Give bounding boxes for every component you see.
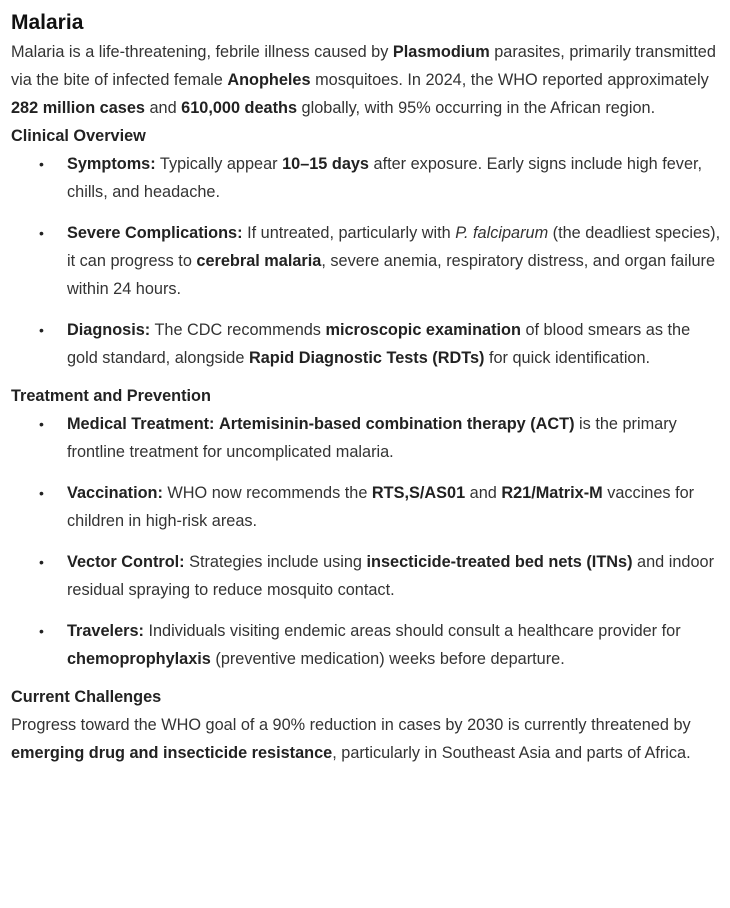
list-item-vaccination xyxy=(11,479,723,535)
item-label: Diagnosis: xyxy=(67,321,151,339)
text: mosquitoes. In 2024, the WHO reported approximately xyxy=(310,71,709,89)
item-label: Vector Control: xyxy=(67,553,185,571)
list-item-diagnosis xyxy=(11,316,723,372)
text: Progress toward the WHO goal of a 90% reduction in cases by 2030 is currently threatened by xyxy=(11,716,691,734)
text: Strategies include using xyxy=(184,553,367,571)
text: and xyxy=(144,99,182,117)
text: after exposure. Early signs include high fever, chills, and headache. xyxy=(67,155,703,201)
text: globally, with 95% occurring in the African region. xyxy=(297,99,656,117)
item-label: Vaccination: xyxy=(67,484,163,502)
text: Individuals visiting endemic areas should consult a healthcare provider for xyxy=(143,622,681,640)
bold-text: insecticide-treated bed nets (ITNs) xyxy=(366,553,633,571)
text: of blood smears as the gold standard, alongside xyxy=(67,321,691,367)
bold-text: 10–15 days xyxy=(282,155,369,173)
bold-text: Artemisinin-based combination therapy (ACT) xyxy=(219,415,575,433)
section-heading-current-challenges: Current Challenges xyxy=(11,688,162,706)
text: vaccines for children in high-risk areas. xyxy=(67,484,695,530)
bold-text: emerging drug and insecticide resistance xyxy=(11,744,333,762)
text: , particularly in Southeast Asia and parts of Africa. xyxy=(332,744,691,762)
treatment-prevention-list xyxy=(11,410,723,673)
bullet-icon: • xyxy=(39,554,44,570)
section-heading-clinical-overview: Clinical Overview xyxy=(11,127,146,145)
bold-text: 610,000 deaths xyxy=(181,99,298,117)
document xyxy=(11,8,723,767)
bullet-icon: • xyxy=(39,225,44,241)
bullet-icon: • xyxy=(39,416,44,432)
clinical-overview-list xyxy=(11,150,723,372)
list-item-travelers xyxy=(11,617,723,673)
text: The CDC recommends xyxy=(150,321,326,339)
text: (the deadliest species), it can progress to xyxy=(67,224,721,270)
list-item-symptoms xyxy=(11,150,723,206)
list-item-medical-treatment xyxy=(11,410,723,466)
bold-text: microscopic examination xyxy=(325,321,521,339)
text: and indoor residual spraying to reduce mosquito contact. xyxy=(67,553,714,599)
text: (preventive medication) weeks before departure. xyxy=(210,650,565,668)
bold-text: R21/Matrix-M xyxy=(501,484,603,502)
intro-paragraph xyxy=(11,38,723,122)
bullet-icon: • xyxy=(39,322,44,338)
item-label: Symptoms: xyxy=(67,155,156,173)
item-label: Severe Complications: xyxy=(67,224,243,242)
text: is the primary frontline treatment for uncomplicated malaria. xyxy=(67,415,677,461)
text: Malaria is a life-threatening, febrile illness caused by xyxy=(11,43,393,61)
item-label: Travelers: xyxy=(67,622,144,640)
bold-text: chemoprophylaxis xyxy=(67,650,211,668)
bullet-icon: • xyxy=(39,485,44,501)
page-title: Malaria xyxy=(11,11,84,34)
text: Typically appear xyxy=(155,155,283,173)
item-label: Medical Treatment: xyxy=(67,415,215,433)
text: for quick identification. xyxy=(484,349,651,367)
bullet-icon: • xyxy=(39,623,44,639)
text: WHO now recommends the xyxy=(162,484,372,502)
bold-text: Plasmodium xyxy=(392,43,490,61)
text: , severe anemia, respiratory distress, and organ failure within 24 hours. xyxy=(67,252,715,298)
bold-text: RTS,S/AS01 xyxy=(371,484,466,502)
italic-text: P. falciparum xyxy=(455,224,549,242)
bold-text: 282 million cases xyxy=(11,99,145,117)
text: If untreated, particularly with xyxy=(242,224,456,242)
bold-text: Anopheles xyxy=(227,71,311,89)
list-item-severe-complications xyxy=(11,219,723,303)
challenges-paragraph xyxy=(11,711,723,767)
section-heading-treatment-and-prevention: Treatment and Prevention xyxy=(11,387,211,405)
text: and xyxy=(465,484,502,502)
bold-text: Rapid Diagnostic Tests (RDTs) xyxy=(248,349,485,367)
text: parasites, primarily transmitted via the bite of infected female xyxy=(11,43,716,89)
list-item-vector-control xyxy=(11,548,723,604)
bold-text: cerebral malaria xyxy=(196,252,322,270)
bullet-icon: • xyxy=(39,156,44,172)
